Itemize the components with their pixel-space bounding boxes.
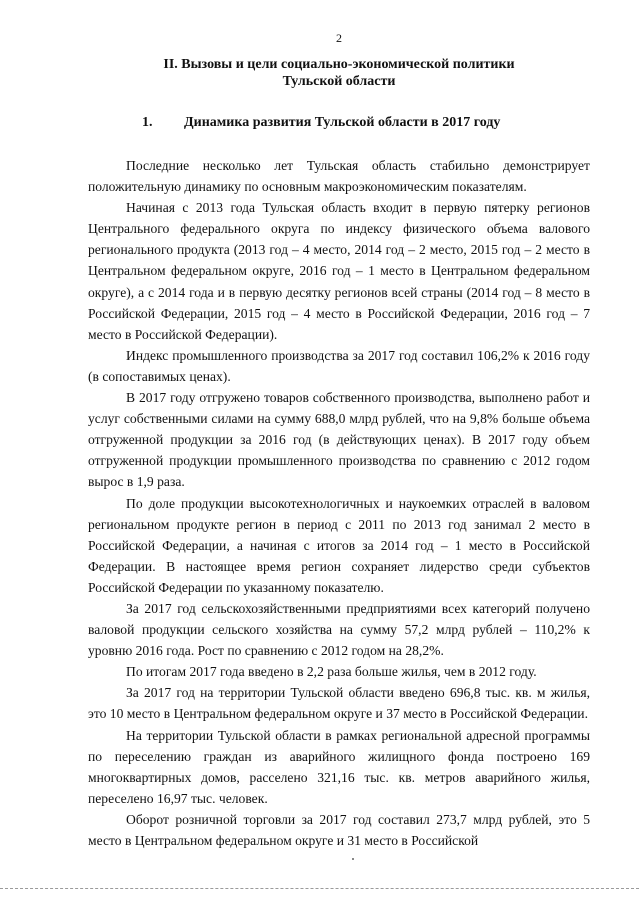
section-title [88, 56, 590, 90]
scan-edge-line [0, 888, 639, 891]
paragraph: Начиная с 2013 года Тульская область входит в первую пятерку регионов Центрального федерального округа по индексу физического объема валового регионального продукта (2013 год – 4 место, 2014 год – 2 место, 2015 год – 2 место в Центральном федеральном округе, 2016 год – 1 место в Центральном федеральном округе), а с 2014 года и в первую десятку регионов всей страны (2014 год – 8 место в Российской Федерации, 2015 год – 4 место в Российской Федерации, 2016 год – 7 место в Российской Федерации). [88, 200, 590, 342]
paragraph: За 2017 год сельскохозяйственными предприятиями всех категорий получено валовой продукции сельского хозяйства на сумму 57,2 млрд рублей – 110,2% к уровню 2016 года. Рост по сравнению с 2012 годом на 28,2%. [88, 600, 590, 659]
paragraph: В 2017 году отгружено товаров собственного производства, выполнено работ и услуг собственными силами на сумму 688,0 млрд рублей, что на 9,8% больше объема отгруженной продукции за 2016 год (в действующих ценах). В 2017 году объем отгруженной продукции промышленного производства по сравнению с 2012 годом вырос в 1,9 раза. [88, 390, 590, 490]
subsection-heading: Динамика развития Тульской области в 2017 году [184, 115, 501, 130]
paragraph: Оборот розничной торговли за 2017 год составил 273,7 млрд рублей, это 5 место в Центральном федеральном округе и 31 место в Российской [88, 811, 590, 848]
scan-dot [352, 858, 354, 860]
subsection-title [88, 114, 590, 131]
paragraph: Последние несколько лет Тульская область стабильно демонстрирует положительную динамику по основным макроэкономическим показателям. [88, 158, 590, 195]
paragraph: На территории Тульской области в рамках региональной адресной программы по переселению граждан из аварийного жилищного фонда построено 169 многоквартирных домов, расселено 321,16 тыс. кв. метров аварийного жилья, переселено 16,97 тыс. человек. [88, 727, 590, 806]
section-title-line-1: II. Вызовы и цели социально-экономической политики [163, 57, 515, 72]
subsection-number: 1. [142, 115, 153, 130]
paragraph: Индекс промышленного производства за 2017 год составил 106,2% к 2016 году (в сопоставимых ценах). [88, 347, 590, 384]
paragraph: За 2017 год на территории Тульской области введено 696,8 тыс. кв. м жилья, это 10 место в Центральном федеральном округе и 37 место в Российской Федерации. [88, 685, 590, 722]
document-page [88, 30, 590, 851]
body-text [88, 155, 590, 851]
section-title-line-2: Тульской области [282, 74, 396, 89]
paragraph: По доле продукции высокотехнологичных и наукоемких отраслей в валовом региональном продукте регион в период с 2011 по 2013 год занимал 2 место в Российской Федерации, а начиная с итогов за 2014 год – 1 место в Российской Федерации. В настоящее время регион сохраняет лидерство среди субъектов Российской Федерации по указанному показателю. [88, 495, 590, 595]
page-number: 2 [336, 31, 342, 45]
paragraph: По итогам 2017 года введено в 2,2 раза больше жилья, чем в 2012 году. [126, 664, 537, 680]
